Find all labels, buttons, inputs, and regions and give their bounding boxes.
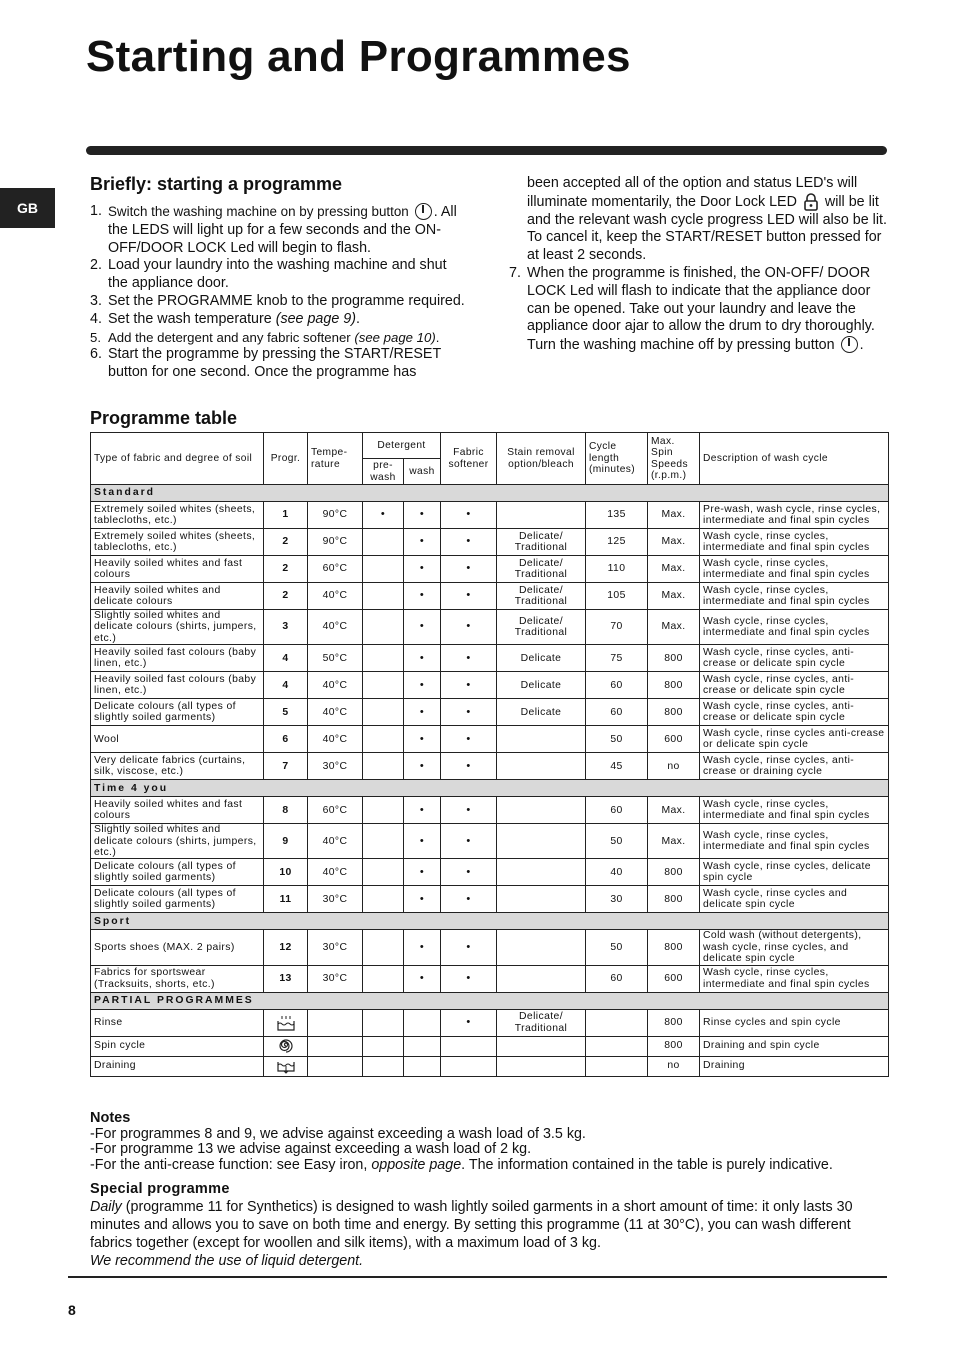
cell-fabric: Rinse: [91, 1009, 264, 1036]
header-spin: Max. Spin Speeds (r.p.m.): [648, 433, 700, 485]
cell-cycle: 60: [586, 699, 648, 726]
cell-progr: 9: [264, 824, 308, 859]
note-2: -For programme 13 we advise against exceeding a wash load of 2 kg.: [90, 1141, 532, 1158]
cell-cycle: 45: [586, 753, 648, 780]
cell-temperature: 40°C: [308, 610, 363, 645]
step-6: 6. Start the programme by pressing the START/RESET button for one second. Once the programme has: [90, 346, 441, 381]
cell-temperature: 40°C: [308, 824, 363, 859]
table-row: [91, 726, 889, 753]
cell-stain: [497, 726, 586, 753]
step-6-continued: been accepted all of the option and status LED's will illuminate momentarily, the Door Lock LED will be lit and the relevant wash cycle progress LED will also be lit. To cancel it, keep the START/RESET button pressed for at least 2 seconds.: [527, 175, 887, 264]
cell-temperature: 60°C: [308, 797, 363, 824]
cell-temperature: 90°C: [308, 502, 363, 529]
cell-progr: 2: [264, 556, 308, 583]
table-row: [91, 556, 889, 583]
section-row: [91, 913, 889, 930]
cell-prewash: [363, 930, 404, 965]
cell-cycle: 30: [586, 886, 648, 913]
cell-prewash: [363, 529, 404, 556]
cell-prewash: [363, 753, 404, 780]
cell-fabric: Very delicate fabrics (curtains, silk, viscose, etc.): [91, 753, 264, 780]
cell-spin: Max.: [648, 529, 700, 556]
cell-fabric: Extremely soiled whites (sheets, tablecloths, etc.): [91, 529, 264, 556]
cell-cycle: 60: [586, 672, 648, 699]
note-3: -For the anti-crease function: see Easy iron, opposite page. The information contained in the table is purely indicative.: [90, 1156, 833, 1173]
table-row: [91, 699, 889, 726]
spin-icon: [276, 1041, 296, 1052]
step-1: 1. Switch the washing machine on by pressing button . All the LEDS will light up for a few seconds and the ON-OFF/DOOR LOCK Led will begin to flash.: [90, 203, 457, 256]
cell-spin: 800: [648, 1009, 700, 1036]
cell-softener: •: [441, 556, 497, 583]
table-row: [91, 753, 889, 780]
cell-cycle: 50: [586, 726, 648, 753]
header-description: Description of wash cycle: [700, 433, 889, 485]
cell-progr: 10: [264, 859, 308, 886]
cell-cycle: 60: [586, 797, 648, 824]
table-row: [91, 797, 889, 824]
cell-softener: •: [441, 726, 497, 753]
cell-fabric: Sports shoes (MAX. 2 pairs): [91, 930, 264, 965]
cell-softener: •: [441, 965, 497, 992]
cell-stain: [497, 824, 586, 859]
cell-stain: [497, 886, 586, 913]
table-row: [91, 645, 889, 672]
cell-wash: •: [404, 610, 441, 645]
section-label: Standard: [91, 485, 889, 502]
programme-icon-cell: [264, 1036, 308, 1056]
cell-stain: Delicate/ Traditional: [497, 1009, 586, 1036]
cell-prewash: [363, 726, 404, 753]
cell-spin: 800: [648, 1036, 700, 1056]
header-stain: Stain removal option/bleach: [497, 433, 586, 485]
table-row: [91, 1056, 889, 1076]
section-row: [91, 992, 889, 1009]
cell-stain: [497, 859, 586, 886]
cell-cycle: [586, 1056, 648, 1076]
cell-cycle: [586, 1036, 648, 1056]
cell-wash: •: [404, 824, 441, 859]
cell-stain: [497, 930, 586, 965]
cell-prewash: [363, 965, 404, 992]
cell-wash: •: [404, 529, 441, 556]
steps-column-right: [509, 175, 887, 355]
table-row: [91, 610, 889, 645]
cell-prewash: •: [363, 502, 404, 529]
cell-wash: [404, 1056, 441, 1076]
special-heading: Special programme: [90, 1181, 230, 1197]
cell-spin: 800: [648, 930, 700, 965]
cell-softener: •: [441, 529, 497, 556]
programme-table: [90, 432, 889, 1077]
cell-temperature: [308, 1036, 363, 1056]
cell-temperature: 40°C: [308, 859, 363, 886]
cell-temperature: [308, 1009, 363, 1036]
cell-softener: •: [441, 824, 497, 859]
cell-fabric: Heavily soiled whites and fast colours: [91, 556, 264, 583]
table-row: [91, 886, 889, 913]
cell-description: Wash cycle, rinse cycles, intermediate and final spin cycles: [700, 529, 889, 556]
cell-description: Draining and spin cycle: [700, 1036, 889, 1056]
cell-description: Wash cycle, rinse cycles, intermediate and final spin cycles: [700, 610, 889, 645]
header-progr: Progr.: [264, 433, 308, 485]
page-number: 8: [68, 1302, 76, 1318]
cell-stain: Delicate: [497, 672, 586, 699]
section-label: Sport: [91, 913, 889, 930]
cell-prewash: [363, 1036, 404, 1056]
cell-description: Wash cycle, rinse cycles, intermediate and final spin cycles: [700, 797, 889, 824]
cell-prewash: [363, 610, 404, 645]
table-row: [91, 824, 889, 859]
cell-temperature: 60°C: [308, 556, 363, 583]
cell-cycle: 125: [586, 529, 648, 556]
cell-softener: [441, 1036, 497, 1056]
power-button-icon: [841, 336, 858, 353]
cell-fabric: Heavily soiled whites and delicate colours: [91, 583, 264, 610]
cell-cycle: 70: [586, 610, 648, 645]
cell-fabric: Spin cycle: [91, 1036, 264, 1056]
door-lock-icon: [803, 193, 819, 211]
section-row: [91, 485, 889, 502]
cell-cycle: 50: [586, 824, 648, 859]
cell-progr: 4: [264, 672, 308, 699]
cell-softener: •: [441, 886, 497, 913]
cell-spin: Max.: [648, 610, 700, 645]
cell-prewash: [363, 886, 404, 913]
programme-icon-cell: [264, 1009, 308, 1036]
special-programme-section: [90, 1180, 890, 1270]
cell-spin: 800: [648, 645, 700, 672]
cell-description: Wash cycle, rinse cycles, anti-crease or delicate spin cycle: [700, 699, 889, 726]
header-prewash: pre-wash: [363, 459, 404, 485]
cell-fabric: Heavily soiled whites and fast colours: [91, 797, 264, 824]
cell-description: Rinse cycles and spin cycle: [700, 1009, 889, 1036]
cell-spin: no: [648, 753, 700, 780]
cell-spin: 800: [648, 672, 700, 699]
cell-fabric: Wool: [91, 726, 264, 753]
table-row: [91, 1036, 889, 1056]
cell-fabric: Heavily soiled fast colours (baby linen, etc.): [91, 672, 264, 699]
cell-fabric: Heavily soiled fast colours (baby linen, etc.): [91, 645, 264, 672]
cell-cycle: 75: [586, 645, 648, 672]
cell-description: Wash cycle, rinse cycles anti-crease or delicate spin cycle: [700, 726, 889, 753]
cell-progr: 8: [264, 797, 308, 824]
cell-wash: •: [404, 699, 441, 726]
cell-progr: 1: [264, 502, 308, 529]
cell-description: Wash cycle, rinse cycles and delicate spin cycle: [700, 886, 889, 913]
programme-icon-cell: [264, 1056, 308, 1076]
cell-cycle: 105: [586, 583, 648, 610]
cell-description: Wash cycle, rinse cycles, intermediate and final spin cycles: [700, 583, 889, 610]
cell-softener: •: [441, 502, 497, 529]
cell-prewash: [363, 859, 404, 886]
cell-wash: •: [404, 930, 441, 965]
cell-softener: •: [441, 753, 497, 780]
cell-progr: 2: [264, 583, 308, 610]
special-recommendation: We recommend the use of liquid detergent.: [90, 1253, 364, 1269]
cell-stain: Delicate: [497, 645, 586, 672]
cell-spin: Max.: [648, 824, 700, 859]
cell-softener: •: [441, 699, 497, 726]
cell-description: Pre-wash, wash cycle, rinse cycles, intermediate and final spin cycles: [700, 502, 889, 529]
cell-temperature: 90°C: [308, 529, 363, 556]
cell-temperature: 50°C: [308, 645, 363, 672]
cell-fabric: Fabrics for sportswear (Tracksuits, shorts, etc.): [91, 965, 264, 992]
header-wash: wash: [404, 459, 441, 485]
cell-wash: [404, 1036, 441, 1056]
cell-stain: Delicate/ Traditional: [497, 529, 586, 556]
cell-wash: •: [404, 672, 441, 699]
cell-progr: 13: [264, 965, 308, 992]
cell-cycle: 40: [586, 859, 648, 886]
cell-fabric: Delicate colours (all types of slightly soiled garments): [91, 886, 264, 913]
cell-wash: •: [404, 556, 441, 583]
cell-description: Cold wash (without detergents), wash cycle, rinse cycles, and delicate spin cycle: [700, 930, 889, 965]
cell-prewash: [363, 824, 404, 859]
step-5: 5. Add the detergent and any fabric softener (see page 10).: [90, 329, 440, 345]
cell-stain: [497, 797, 586, 824]
cell-wash: •: [404, 726, 441, 753]
cell-spin: 600: [648, 965, 700, 992]
table-row: [91, 583, 889, 610]
cell-temperature: 30°C: [308, 886, 363, 913]
cell-progr: 11: [264, 886, 308, 913]
cell-cycle: 50: [586, 930, 648, 965]
table-row: [91, 965, 889, 992]
cell-temperature: 40°C: [308, 672, 363, 699]
note-1: -For programmes 8 and 9, we advise against exceeding a wash load of 3.5 kg.: [90, 1125, 586, 1142]
cell-description: Wash cycle, rinse cycles, anti-crease or delicate spin cycle: [700, 645, 889, 672]
cell-progr: 7: [264, 753, 308, 780]
step-7: 7. When the programme is finished, the ON-OFF/ DOOR LOCK Led will flash to indicate that the appliance door can be opened. Take out your laundry and leave the appliance door ajar to allow the drum to dry thoroughly. Turn the washing machine off by pressing button .: [509, 264, 875, 354]
cell-softener: [441, 1056, 497, 1076]
table-row: [91, 859, 889, 886]
cell-cycle: 60: [586, 965, 648, 992]
cell-progr: 3: [264, 610, 308, 645]
cell-stain: Delicate/ Traditional: [497, 556, 586, 583]
header-detergent: Detergent: [363, 433, 441, 459]
cell-cycle: 135: [586, 502, 648, 529]
cell-prewash: [363, 699, 404, 726]
cell-spin: 800: [648, 699, 700, 726]
header-temperature: Tempe-rature: [308, 433, 363, 485]
cell-progr: 4: [264, 645, 308, 672]
cell-fabric: Delicate colours (all types of slightly soiled garments): [91, 699, 264, 726]
cell-spin: no: [648, 1056, 700, 1076]
cell-progr: 5: [264, 699, 308, 726]
cell-temperature: 30°C: [308, 930, 363, 965]
cell-spin: 600: [648, 726, 700, 753]
section-label: Time 4 you: [91, 780, 889, 797]
section-row: [91, 780, 889, 797]
notes-section: [90, 1111, 890, 1173]
cell-wash: •: [404, 645, 441, 672]
cell-wash: •: [404, 859, 441, 886]
cell-temperature: 40°C: [308, 699, 363, 726]
cell-stain: [497, 502, 586, 529]
cell-temperature: 40°C: [308, 726, 363, 753]
notes-heading: Notes: [90, 1110, 131, 1126]
cell-cycle: 110: [586, 556, 648, 583]
briefly-heading: Briefly: starting a programme: [90, 174, 343, 194]
cell-prewash: [363, 797, 404, 824]
cell-spin: 800: [648, 859, 700, 886]
cell-spin: Max.: [648, 583, 700, 610]
cell-description: Wash cycle, rinse cycles, intermediate and final spin cycles: [700, 556, 889, 583]
step-4: 4. Set the wash temperature (see page 9).: [90, 310, 360, 327]
cell-stain: [497, 1036, 586, 1056]
cell-prewash: [363, 1056, 404, 1076]
cell-description: Wash cycle, rinse cycles, delicate spin cycle: [700, 859, 889, 886]
cell-progr: 12: [264, 930, 308, 965]
cell-softener: •: [441, 583, 497, 610]
cell-description: Wash cycle, rinse cycles, intermediate and final spin cycles: [700, 824, 889, 859]
cell-temperature: 30°C: [308, 965, 363, 992]
cell-softener: •: [441, 930, 497, 965]
cell-spin: Max.: [648, 556, 700, 583]
table-row: [91, 1009, 889, 1036]
cell-fabric: Draining: [91, 1056, 264, 1076]
cell-prewash: [363, 672, 404, 699]
cell-stain: [497, 1056, 586, 1076]
programme-table-heading: Programme table: [90, 408, 238, 428]
special-text: Daily (programme 11 for Synthetics) is designed to wash lightly soiled garments in a short amount of time: it only lasts 30 minutes and allows you to save on both time and energy. By setting this programme (11 at 30°C), you can wash different fabrics together (except for woollen and silk items), with a maximum load of 3 kg.: [90, 1199, 853, 1251]
section-label: PARTIAL PROGRAMMES: [91, 992, 889, 1009]
header-softener: Fabric softener: [441, 433, 497, 485]
table-row: [91, 502, 889, 529]
cell-stain: Delicate/ Traditional: [497, 583, 586, 610]
cell-wash: [404, 1009, 441, 1036]
cell-prewash: [363, 583, 404, 610]
cell-temperature: [308, 1056, 363, 1076]
cell-prewash: [363, 556, 404, 583]
cell-temperature: 30°C: [308, 753, 363, 780]
table-row: [91, 529, 889, 556]
cell-progr: 2: [264, 529, 308, 556]
cell-fabric: Delicate colours (all types of slightly soiled garments): [91, 859, 264, 886]
cell-stain: [497, 753, 586, 780]
cell-softener: •: [441, 1009, 497, 1036]
cell-prewash: [363, 1009, 404, 1036]
cell-fabric: Slightly soiled whites and delicate colours (shirts, jumpers, etc.): [91, 824, 264, 859]
cell-fabric: Extremely soiled whites (sheets, tablecloths, etc.): [91, 502, 264, 529]
cell-prewash: [363, 645, 404, 672]
cell-wash: •: [404, 583, 441, 610]
cell-softener: •: [441, 797, 497, 824]
header-fabric: Type of fabric and degree of soil: [91, 433, 264, 485]
cell-spin: Max.: [648, 502, 700, 529]
header-cycle: Cycle length (minutes): [586, 433, 648, 485]
cell-softener: •: [441, 859, 497, 886]
cell-spin: Max.: [648, 797, 700, 824]
table-row: [91, 672, 889, 699]
rinse-icon: [276, 1017, 296, 1028]
cell-description: Wash cycle, rinse cycles, intermediate and final spin cycles: [700, 965, 889, 992]
table-row: [91, 930, 889, 965]
cell-temperature: 40°C: [308, 583, 363, 610]
cell-wash: •: [404, 886, 441, 913]
language-tab: GB: [0, 188, 55, 228]
power-button-icon: [415, 203, 432, 220]
cell-stain: [497, 965, 586, 992]
cell-description: Wash cycle, rinse cycles, anti-crease or draining cycle: [700, 753, 889, 780]
cell-softener: •: [441, 645, 497, 672]
cell-fabric: Slightly soiled whites and delicate colours (shirts, jumpers, etc.): [91, 610, 264, 645]
cell-spin: 800: [648, 886, 700, 913]
drain-icon: [276, 1061, 296, 1072]
step-3: 3. Set the PROGRAMME knob to the programme required.: [90, 292, 465, 309]
cell-cycle: [586, 1009, 648, 1036]
title-rule: [86, 146, 887, 155]
page-title: Starting and Programmes: [86, 32, 631, 81]
steps-column-left: [90, 203, 466, 382]
cell-wash: •: [404, 753, 441, 780]
cell-description: Wash cycle, rinse cycles, anti-crease or delicate spin cycle: [700, 672, 889, 699]
cell-progr: 6: [264, 726, 308, 753]
cell-wash: •: [404, 965, 441, 992]
cell-softener: •: [441, 610, 497, 645]
cell-stain: Delicate/ Traditional: [497, 610, 586, 645]
cell-description: Draining: [700, 1056, 889, 1076]
footer-rule: [68, 1276, 887, 1278]
cell-wash: •: [404, 502, 441, 529]
cell-softener: •: [441, 672, 497, 699]
step-2: 2. Load your laundry into the washing machine and shut the appliance door.: [90, 257, 447, 292]
cell-stain: Delicate: [497, 699, 586, 726]
cell-wash: •: [404, 797, 441, 824]
